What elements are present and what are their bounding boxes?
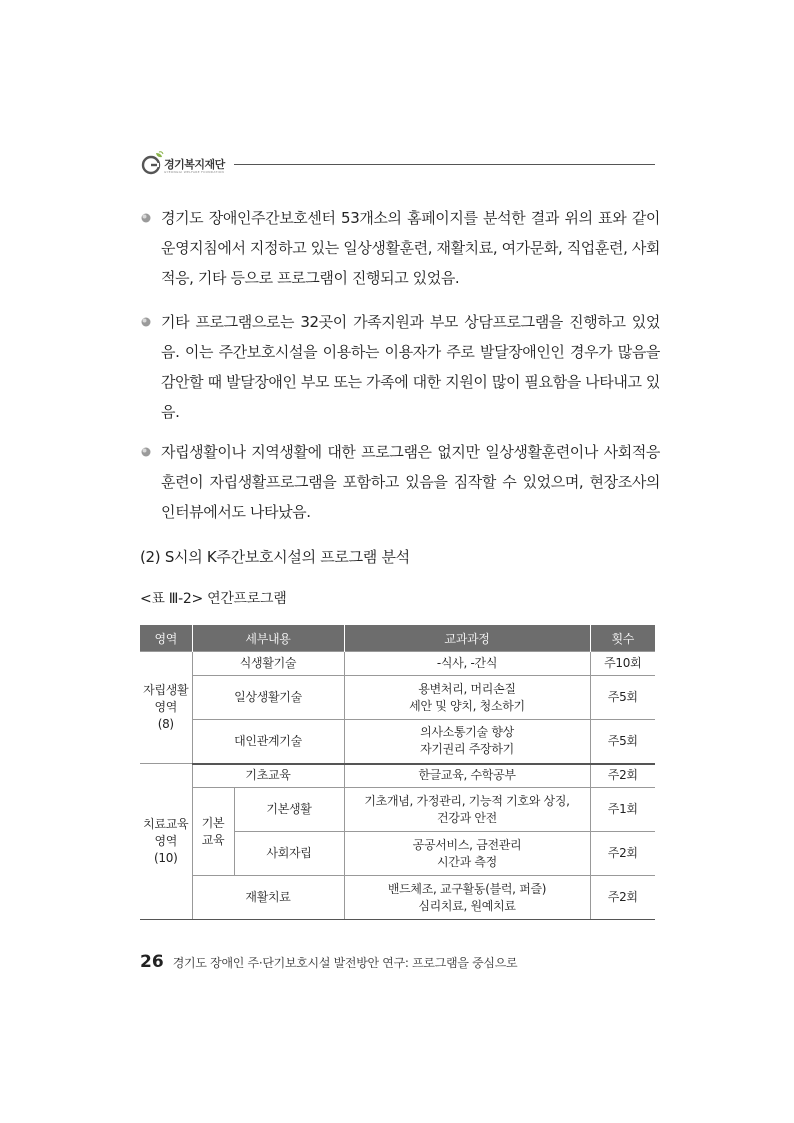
detail-cell: 재활치료 [192,876,344,920]
header-area: 영역 [140,625,192,652]
header-detail: 세부내용 [192,625,344,652]
count-cell: 주2회 [590,876,655,920]
bullet-text: 자립생활이나 지역생활에 대한 프로그램은 없지만 일상생활훈련이나 사회적응훈련이 자립생활프로그램을 포함하고 있음을 짐작할 수 있었으며, 현장조사의 인터뷰에서도 나타났음. [161,443,660,521]
count-cell: 주1회 [590,788,655,832]
count-cell: 주2회 [590,764,655,788]
page-number: 26 [140,952,164,972]
course-cell: 밴드체조, 교구활동(블럭, 퍼즐) 심리치료, 원예치료 [344,876,590,920]
bullet-paragraph-2 [140,307,660,427]
bullet-icon [140,316,152,328]
table-caption: <표 Ⅲ-2> 연간프로그램 [140,591,287,607]
course-cell: 공공서비스, 금전관리 시간과 측정 [344,832,590,876]
table-row [140,720,655,764]
sub-area-basic-education: 기본 교육 [192,788,234,876]
count-cell: 주5회 [590,676,655,720]
course-cell: 기초개념, 가정관리, 기능적 기호와 상징, 건강과 안전 [344,788,590,832]
section-title: (2) S시의 K주간보호시설의 프로그램 분석 [140,548,410,566]
detail-cell: 일상생활기술 [192,676,344,720]
table-row [140,876,655,920]
org-name-english: GYEONGGI WELFARE FOUNDATION [164,170,224,174]
program-table [140,625,655,920]
bullet-text: 경기도 장애인주간보호센터 53개소의 홈페이지를 분석한 결과 위의 표와 같이 운영지침에서 지정하고 있는 일상생활훈련, 재활치료, 여가문화, 직업훈련, 사회적응, 기타 등으로 프로그램이 진행되고 있었음. [161,209,660,287]
table-row [140,788,655,832]
area-therapy-education: 치료교육 영역 (10) [140,764,192,920]
footer-title: 경기도 장애인 주·단기보호시설 발전방안 연구: 프로그램을 중심으로 [172,956,518,970]
bullet-paragraph-3 [140,437,660,527]
bullet-icon [140,212,152,224]
count-cell: 주5회 [590,720,655,764]
course-cell: 용변처리, 머리손질 세안 및 양치, 청소하기 [344,676,590,720]
course-cell: 의사소통기술 향상 자기권리 주장하기 [344,720,590,764]
table-header-row [140,625,655,652]
detail-cell: 식생활기술 [192,652,344,676]
header-course: 교과과정 [344,625,590,652]
page-footer [140,952,517,972]
bullet-paragraph-1 [140,203,660,293]
bullet-icon [140,446,152,458]
count-cell: 주2회 [590,832,655,876]
area-independent-living: 자립생활 영역 (8) [140,652,192,764]
table-row [140,652,655,676]
detail-cell: 기본생활 [234,788,344,832]
bullet-text: 기타 프로그램으로는 32곳이 가족지원과 부모 상담프로그램을 진행하고 있었음. 이는 주간보호시설을 이용하는 이용자가 주로 발달장애인인 경우가 많음을 감안할 때 발달장애인 부모 또는 가족에 대한 지원이 많이 필요함을 나타내고 있음. [161,313,660,421]
count-cell: 주10회 [590,652,655,676]
detail-cell: 대인관계기술 [192,720,344,764]
foundation-logo-icon [140,150,166,176]
org-name: 경기복지재단 [164,158,225,171]
course-cell: -식사, -간식 [344,652,590,676]
page-header [140,150,655,180]
course-cell: 한글교육, 수학공부 [344,764,590,788]
header-count: 횟수 [590,625,655,652]
detail-cell: 사회자립 [234,832,344,876]
table-row [140,676,655,720]
table-row [140,764,655,788]
header-rule [234,164,655,165]
detail-cell: 기초교육 [192,764,344,788]
